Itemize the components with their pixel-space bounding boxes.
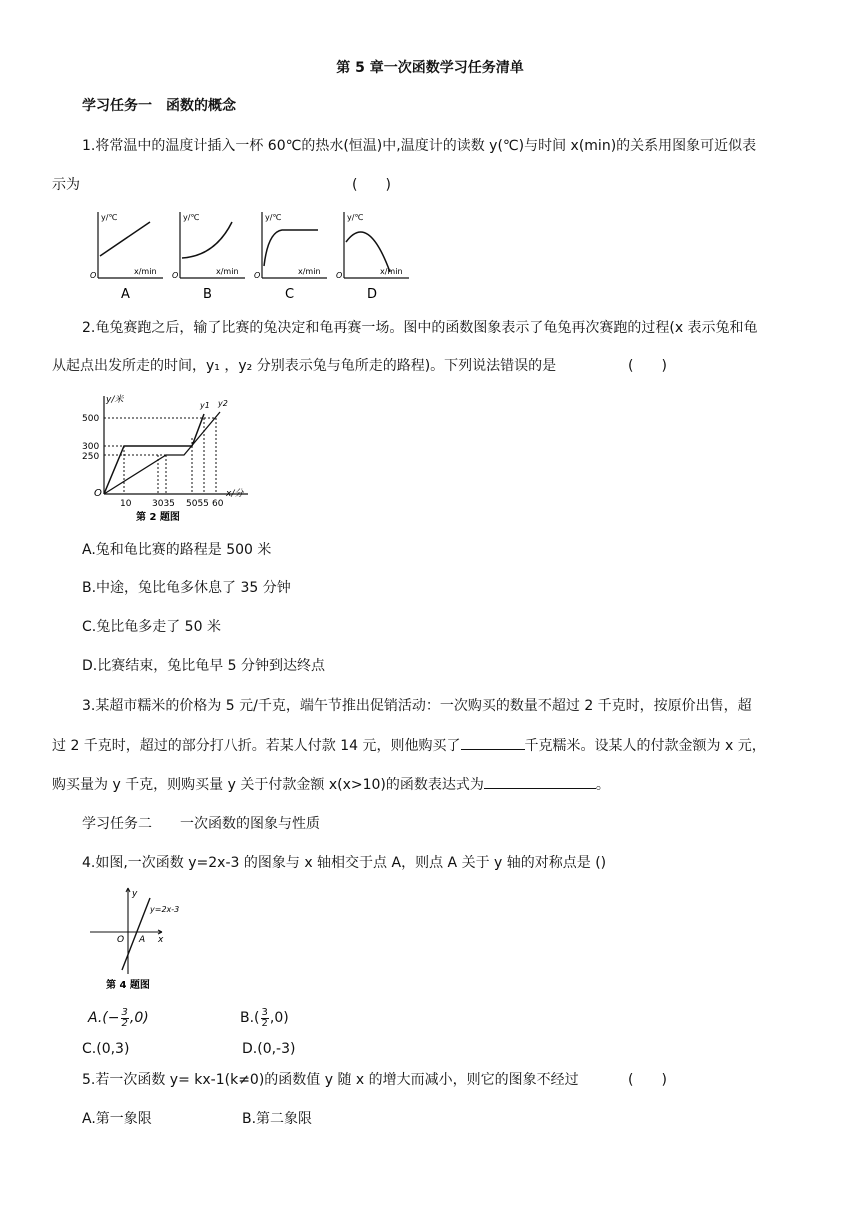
q1d-origin: O xyxy=(336,271,343,280)
q2-xtick-5055: 5055 xyxy=(186,499,209,509)
q2-text-line1: 2.龟兔赛跑之后，输了比赛的兔决定和龟再赛一场。图中的函数图象表示了龟兔再次赛跑的过程(x 表示兔和龟 xyxy=(82,320,758,336)
q4-equation-label: y=2x-3 xyxy=(150,905,180,914)
q2-caption: 第 2 题图 xyxy=(136,512,180,523)
q5-option-b: B.第二象限 xyxy=(242,1111,313,1127)
q1a-ylabel: y/℃ xyxy=(101,213,118,222)
q4-ylabel: y xyxy=(132,889,138,899)
q4-option-b xyxy=(240,1004,289,1032)
q4-option-a-prefix: A. xyxy=(88,1010,103,1026)
q1-graph-a xyxy=(90,212,163,302)
q5-answer-bracket: ( ) xyxy=(628,1072,667,1088)
q4-option-a-den: 2 xyxy=(121,1017,128,1029)
q2-option-a: A.兔和龟比赛的路程是 500 米 xyxy=(82,542,272,558)
q2-option-c: C.兔比龟多走了 50 米 xyxy=(82,619,221,635)
q1b-xlabel: x/min xyxy=(216,267,239,276)
q2-ytick-500: 500 xyxy=(82,414,100,424)
q1c-xlabel: x/min xyxy=(298,267,321,276)
q2-text-line2: 从起点出发所走的时间，y₁ ，y₂ 分别表示兔与龟所走的路程)。下列说法错误的是 xyxy=(52,358,557,374)
q3-text-line2a: 过 2 千克时，超过的部分打八折。若某人付款 14 元，则他购买了 xyxy=(52,738,461,754)
q3-text-line3 xyxy=(52,774,610,795)
q2-ytick-300: 300 xyxy=(82,442,100,452)
q4-origin: O xyxy=(117,935,125,945)
q4-xlabel: x xyxy=(158,935,164,945)
q1-graph-c xyxy=(254,212,327,302)
q2-xtick-10: 10 xyxy=(120,499,132,509)
q2-ytick-250: 250 xyxy=(82,452,100,462)
task1-heading: 学习任务一 函数的概念 xyxy=(82,98,236,114)
q3-text-line1: 3.某超市糯米的价格为 5 元/千克，端午节推出促销活动：一次购买的数量不超过 2 千克时，按原价出售，超 xyxy=(82,698,752,714)
q3-text-line2 xyxy=(52,735,766,756)
q4-option-a xyxy=(88,1004,149,1032)
q3-text-line3a: 购买量为 y 千克，则购买量 y 关于付款金额 x(x>10)的函数表达式为 xyxy=(52,777,484,793)
q2-xlabel: x/分 xyxy=(226,489,244,499)
q1a-xlabel: x/min xyxy=(134,267,157,276)
q5-text-line1: 5.若一次函数 y= kx-1(k≠0)的函数值 y 随 x 的增大而减小，则它的图象不经过 xyxy=(82,1072,579,1088)
q1-graph-b xyxy=(172,212,245,302)
q3-answer-blank-2[interactable] xyxy=(484,774,596,789)
q4-caption: 第 4 题图 xyxy=(106,980,150,991)
q2-y2-label: y2 xyxy=(218,399,228,408)
q1-answer-bracket: ( ) xyxy=(352,177,391,193)
q4-option-b-close: ,0) xyxy=(269,1010,289,1026)
task2-heading: 学习任务二 一次函数的图象与性质 xyxy=(82,816,320,832)
q1b-ylabel: y/℃ xyxy=(183,213,200,222)
q1-text-line2: 示为 xyxy=(52,177,80,193)
q2-race-graph xyxy=(80,390,260,526)
q1c-ylabel: y/℃ xyxy=(265,213,282,222)
q1d-xlabel: x/min xyxy=(380,267,403,276)
q1c-origin: O xyxy=(254,271,261,280)
page-title: 第 5 章一次函数学习任务清单 xyxy=(336,60,524,76)
q1-option-c: C xyxy=(285,287,295,302)
q3-answer-blank-1[interactable] xyxy=(461,735,525,750)
q4-option-a-close: ,0) xyxy=(129,1010,149,1026)
q1-text-line1: 1.将常温中的温度计插入一杯 60℃的热水(恒温)中,温度计的读数 y(℃)与时间 x(min)的关系用图象可近似表 xyxy=(82,138,757,154)
q2-origin: O xyxy=(94,488,102,499)
q4-option-b-prefix: B.( xyxy=(240,1010,260,1026)
q1b-origin: O xyxy=(172,271,179,280)
q1-option-d: D xyxy=(367,287,378,302)
q4-option-b-fraction xyxy=(261,1008,269,1029)
q2-xtick-60: 60 xyxy=(212,499,224,509)
q2-answer-bracket: ( ) xyxy=(628,358,667,374)
q1-graph-d xyxy=(336,212,409,302)
q2-option-b: B.中途，兔比龟多休息了 35 分钟 xyxy=(82,580,291,596)
q4-option-b-den: 2 xyxy=(261,1017,268,1029)
q2-ylabel: y/米 xyxy=(106,395,124,405)
q1a-origin: O xyxy=(90,271,97,280)
q4-point-a: A xyxy=(139,935,146,945)
q4-line-graph xyxy=(84,884,204,994)
q4-option-c: C.(0,3) xyxy=(82,1041,130,1057)
q3-text-line2b: 千克糯米。设某人的付款金额为 x 元， xyxy=(524,738,766,754)
q5-option-a: A.第一象限 xyxy=(82,1111,152,1127)
q4-option-d: D.(0,-3) xyxy=(242,1041,296,1057)
q2-option-d: D.比赛结束，兔比龟早 5 分钟到达终点 xyxy=(82,658,326,674)
q4-option-b-num: 3 xyxy=(261,1006,268,1018)
q4-option-a-num: 3 xyxy=(121,1006,128,1018)
q2-xtick-3035: 3035 xyxy=(152,499,175,509)
q4-option-a-open: (− xyxy=(102,1010,120,1026)
q3-text-line3b: 。 xyxy=(595,777,610,793)
q2-y1-label: y1 xyxy=(200,401,210,410)
q1d-ylabel: y/℃ xyxy=(347,213,364,222)
q4-text-line1: 4.如图,一次函数 y=2x-3 的图象与 x 轴相交于点 A，则点 A 关于 y 轴的对称点是 () xyxy=(82,855,607,871)
q1-option-graphs xyxy=(80,206,420,306)
q4-option-a-fraction xyxy=(121,1008,129,1029)
q1-option-a: A xyxy=(121,287,130,302)
q1-option-b: B xyxy=(203,287,212,302)
